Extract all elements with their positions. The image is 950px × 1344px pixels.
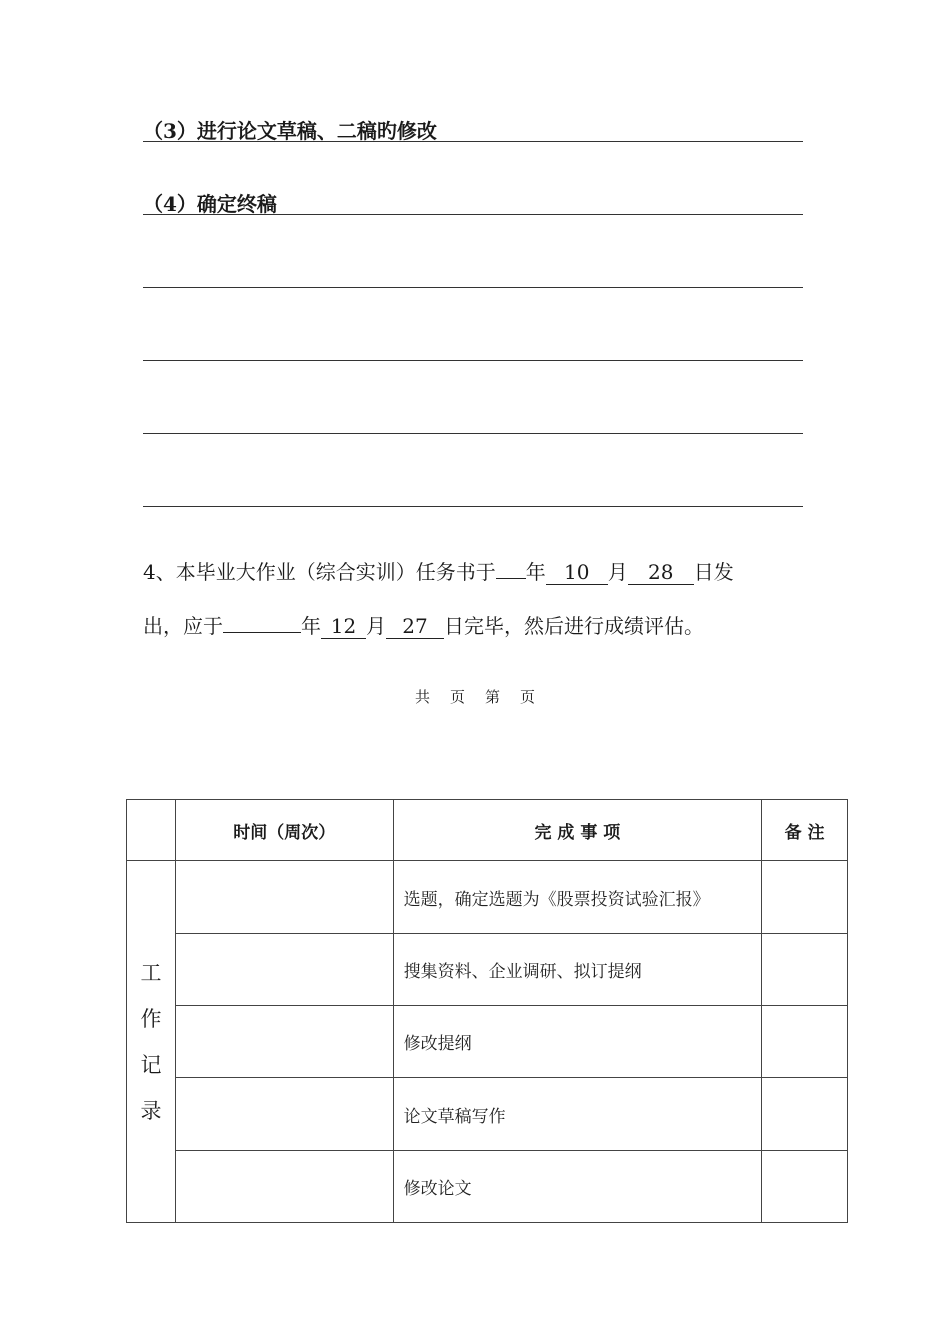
task-cell: 论文草稿写作 [393, 1078, 761, 1151]
step-3-text: （3）进行论文草稿、二稿旳修改 [143, 119, 437, 143]
footer-nth: 第 [485, 688, 501, 706]
table-row [127, 1006, 848, 1078]
month-unit: 月 [607, 560, 628, 584]
issue-day-field: 28 [628, 560, 694, 585]
finish-month-field: 12 [321, 614, 366, 639]
task-cell: 修改论文 [393, 1151, 761, 1223]
month-unit-2: 月 [366, 614, 386, 638]
underline-4 [143, 360, 803, 361]
note-cell [762, 1151, 848, 1223]
line2-prefix: 出，应于 [143, 614, 223, 638]
underline-2 [143, 214, 803, 215]
header-note: 备 注 [762, 800, 848, 861]
note-cell [762, 861, 848, 934]
step-4-text: （4）确定终稿 [143, 192, 277, 216]
table-row [127, 1078, 848, 1151]
note-cell [762, 934, 848, 1006]
header-corner-cell [127, 800, 176, 861]
footer-total: 共 [414, 688, 430, 706]
issue-year-field [496, 578, 526, 579]
task-cell: 选题，确定选题为《股票投资试验汇报》 [393, 861, 761, 934]
time-cell [175, 1078, 393, 1151]
note-cell [762, 1006, 848, 1078]
year-unit-2: 年 [301, 614, 321, 638]
issue-suffix: 日发 [693, 560, 734, 584]
underline-3 [143, 287, 803, 288]
header-time: 时间（周次） [175, 800, 393, 861]
issue-month-field: 10 [546, 560, 608, 585]
time-cell [175, 1006, 393, 1078]
time-cell [175, 1151, 393, 1223]
table-row [127, 1151, 848, 1223]
footer-page-1: 页 [449, 688, 465, 706]
table-row [127, 861, 848, 934]
page-footer [0, 686, 950, 707]
task-cell: 搜集资料、企业调研、拟订提纲 [393, 934, 761, 1006]
task-cell: 修改提纲 [393, 1006, 761, 1078]
underline-6 [143, 506, 803, 507]
table-header-row [127, 800, 848, 861]
finish-suffix: 日完毕，然后进行成绩评估。 [444, 614, 704, 638]
schedule-prefix: 4、本毕业大作业（综合实训）任务书于 [143, 560, 496, 584]
table-row [127, 934, 848, 1006]
time-cell [175, 934, 393, 1006]
header-task: 完 成 事 项 [393, 800, 761, 861]
work-record-table [126, 799, 848, 1223]
schedule-line-2 [143, 613, 704, 639]
underline-5 [143, 433, 803, 434]
footer-page-2: 页 [520, 688, 536, 706]
side-label-cell [127, 861, 176, 1223]
time-cell [175, 861, 393, 934]
note-cell [762, 1078, 848, 1151]
finish-day-field: 27 [386, 614, 444, 639]
year-unit: 年 [525, 560, 546, 584]
schedule-line-1 [143, 559, 734, 585]
underline-1 [143, 141, 803, 142]
finish-year-field [223, 632, 301, 633]
side-label: 工作记录 [140, 960, 162, 1123]
